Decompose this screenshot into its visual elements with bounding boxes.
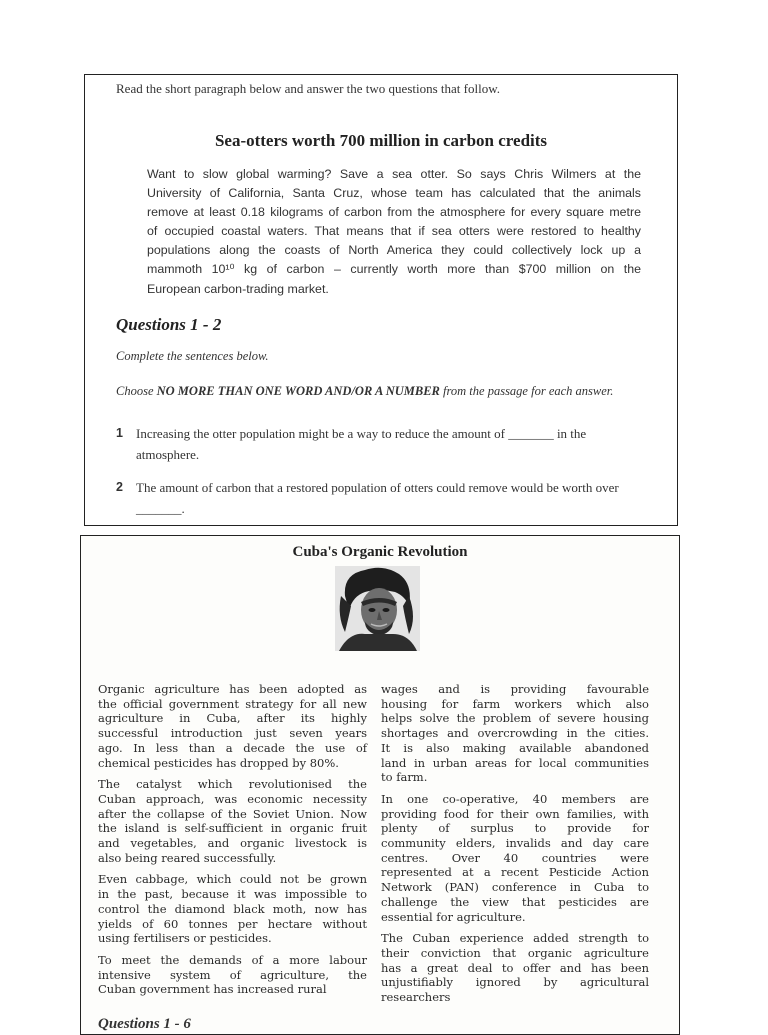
article-line: in the past, because it was impossible to [98,887,367,902]
article-line: community elders, invalids and day care [381,836,649,851]
article-line: yields of 60 tonnes per hectare without [98,916,367,931]
article-line: The Cuban experience added strength to [381,931,649,946]
article-line: unjustifiably ignored by agricultural [381,975,649,990]
passage-line: University of California, Santa Cruz, whose team has calculated that the animals [147,186,641,201]
article-line: also being reared successfully. [98,850,277,865]
article-line: researchers [381,990,451,1005]
article-line: after the collapse of the Soviet Union. Now [98,806,367,821]
article-line: Even cabbage, which could not be grown [98,872,367,887]
article-line: shortages and overcrowding in the cities. [381,726,649,741]
article-line: helps solve the problem of severe housing [381,711,649,726]
article-line: centres. Over 40 countries were [381,850,649,865]
article-right-column [381,682,649,1012]
article-line: housing for farm workers which also [381,696,649,711]
instruction-complete: Complete the sentences below. [116,349,269,363]
passage-title: Sea-otters worth 700 million in carbon credits [214,131,548,150]
sea-otters-passage-panel [84,74,678,526]
article-line: control the diamond black moth, now has [98,901,367,916]
passage-line: mammoth 10¹⁰ kg of carbon – currently worth more than $700 million on the [147,262,641,277]
article-line: intensive system of agriculture, the [98,967,367,982]
passage-line: remove at least 0.18 kilograms of carbon from the atmosphere for every square metre [147,205,641,220]
article-line: The catalyst which revolutionised the [98,777,367,792]
article-line: Network (PAN) conference in Cuba to [381,880,649,895]
article-line: land in urban areas for local communities [381,755,649,770]
article-paragraph [98,682,367,770]
article-left-column [98,682,367,1004]
article-line: has a great deal to offer and has been [381,960,649,975]
article-line: the official government strategy for all new [98,696,367,711]
article-line: the island is self-sufficient in organic fruit [98,821,367,836]
article-line: and vegetables, and organic livestock is [98,836,367,851]
passage-line: of occupied coastal waters. That means that if sea otters were restored to healthy [147,224,641,239]
article-line: wages and is providing favourable [381,682,649,696]
question-text: Increasing the otter population might be a way to reduce the amount of _______ in the atmosphere. [136,426,587,462]
article-paragraph [381,792,649,924]
article-line: It is also making available abandoned [381,740,649,755]
passage-line: European carbon-trading market. [147,281,329,296]
article-line: ago. In less than a decade the use of [98,740,367,755]
article-line: successful introduction just seven years [98,726,367,741]
article-line: chemical pesticides has dropped by 80%. [98,755,339,770]
article-line: To meet the demands of a more labour [98,952,367,967]
article-paragraph [381,682,649,785]
article-line: In one co-operative, 40 members are [381,791,649,806]
article-line: agriculture in Cuba, after its highly [98,711,367,726]
article-line: their conviction that organic agriculture [381,945,649,960]
passage-body [147,165,641,299]
question-number: 1 [116,426,123,440]
passage-line: populations along the coasts of North America they could collectively lock up a [147,243,641,258]
article-line: plenty of surplus to provide for [381,821,649,836]
article-paragraph [98,953,367,997]
cuba-article-panel [80,535,680,1035]
portrait-image [335,566,420,651]
question-text: The amount of carbon that a restored population of otters could remove would be worth over _______. [136,480,619,516]
article-line: Cuban approach, was economic necessity [98,791,367,806]
questions-heading: Questions 1 - 2 [116,315,222,334]
article-line: challenge the view that pesticides are [381,894,649,909]
article-paragraph [98,872,367,946]
article-line: essential for agriculture. [381,909,526,924]
passage-intro: Read the short paragraph below and answer the two questions that follow. [116,81,501,96]
article-paragraph [381,931,649,1005]
article-line: using fertilisers or pesticides. [98,931,272,946]
question-number: 2 [116,480,123,494]
article-line: to farm. [381,770,428,785]
question-2 [116,477,676,519]
article-line: Organic agriculture has been adopted as [98,682,367,696]
question-1 [116,423,636,465]
instruction-word-limit: Choose NO MORE THAN ONE WORD AND/OR A NUMBER from the passage for each answer. [116,384,614,398]
article-title: Cuba's Organic Revolution [292,544,468,560]
article-paragraph [98,777,367,865]
article-line: providing food for their own families, with [381,806,649,821]
article-line: represented at a recent Pesticide Action [381,865,649,880]
questions-footer-heading: Questions 1 - 6 [98,1016,191,1032]
article-line: Cuban government has increased rural [98,982,327,997]
passage-line: Want to slow global warming? Save a sea otter. So says Chris Wilmers at the [147,167,641,181]
